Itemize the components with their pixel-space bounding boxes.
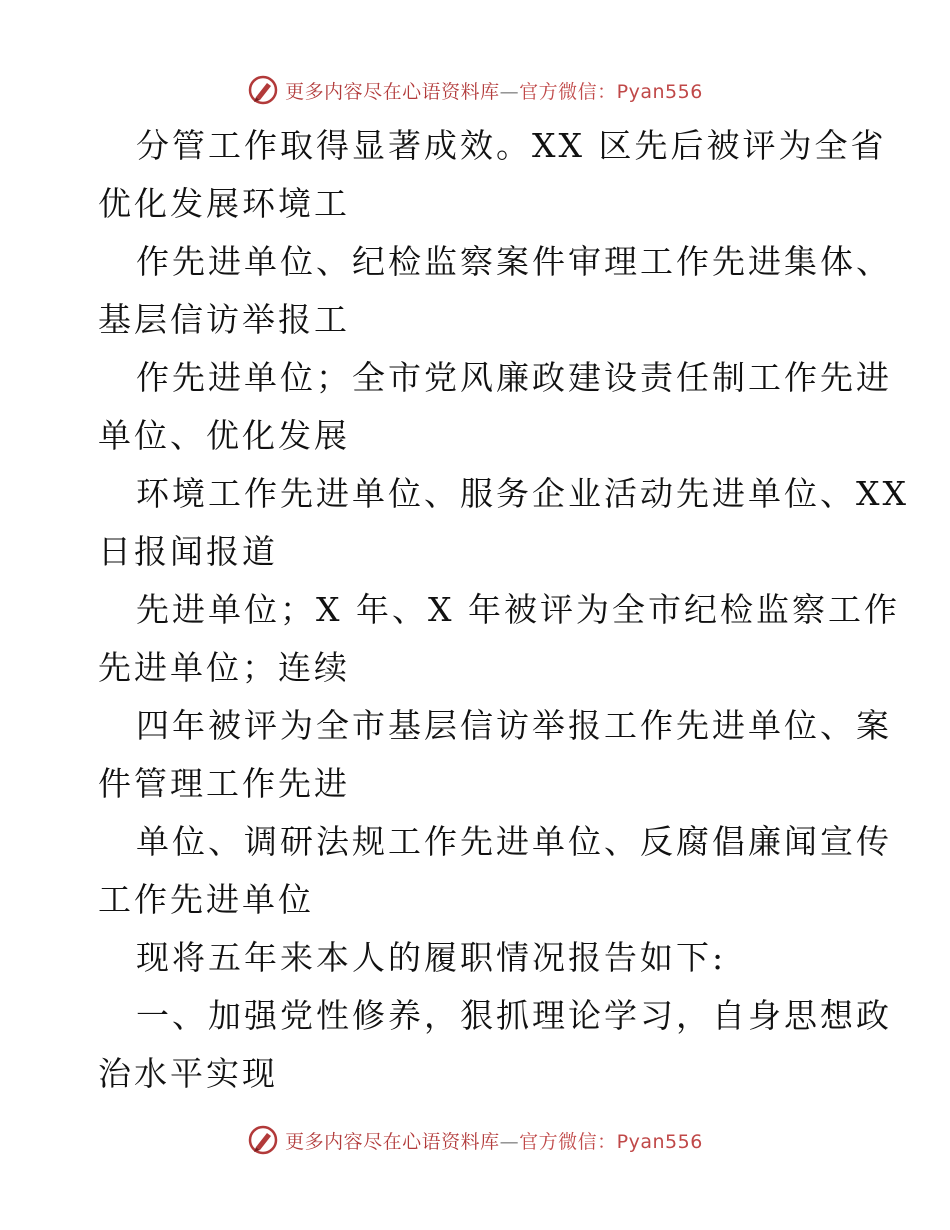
text-line: 环境工作先进单位、服务企业活动先进单位、XX xyxy=(136,474,909,513)
text-line: 优化发展环境工 xyxy=(98,184,350,223)
text-line: 现将五年来本人的履职情况报告如下: xyxy=(136,938,727,977)
pen-logo-icon xyxy=(247,74,279,106)
text-line: 件管理工作先进 xyxy=(98,764,350,803)
footer-banner-title: 更多内容尽在心语资料库 xyxy=(285,1130,500,1153)
text-line: 先进单位；连续 xyxy=(98,648,350,687)
header-banner-contact: 官方微信：Pyan556 xyxy=(519,80,703,103)
text-line: 一、加强党性修养，狠抓理论学习，自身思想政 xyxy=(136,996,892,1035)
footer-banner-separator: — xyxy=(499,1130,520,1153)
footer-banner-contact: 官方微信：Pyan556 xyxy=(519,1130,703,1153)
text-line: 单位、调研法规工作先进单位、反腐倡廉闻宣传 xyxy=(136,822,892,861)
text-line: 作先进单位、纪检监察案件审理工作先进集体、 xyxy=(136,242,892,281)
header-banner-text xyxy=(285,77,703,104)
header-banner-title: 更多内容尽在心语资料库 xyxy=(285,80,500,103)
footer-banner xyxy=(0,1120,950,1160)
pen-logo-icon xyxy=(247,1124,279,1156)
header-banner xyxy=(0,70,950,110)
text-line: 单位、优化发展 xyxy=(98,416,350,455)
text-line: 作先进单位；全市党风廉政建设责任制工作先进 xyxy=(136,358,892,397)
document-body xyxy=(98,117,909,1103)
text-line: 工作先进单位 xyxy=(98,880,314,919)
header-banner-separator: — xyxy=(499,80,520,103)
text-line: 基层信访举报工 xyxy=(98,300,350,339)
text-line: 分管工作取得显著成效。XX 区先后被评为全省 xyxy=(136,126,887,165)
text-line: 治水平实现 xyxy=(98,1054,278,1093)
footer-banner-text xyxy=(285,1127,703,1154)
text-line: 日报闻报道 xyxy=(98,532,278,571)
text-line: 四年被评为全市基层信访举报工作先进单位、案 xyxy=(136,706,892,745)
text-line: 先进单位；X 年、X 年被评为全市纪检监察工作 xyxy=(136,590,900,629)
